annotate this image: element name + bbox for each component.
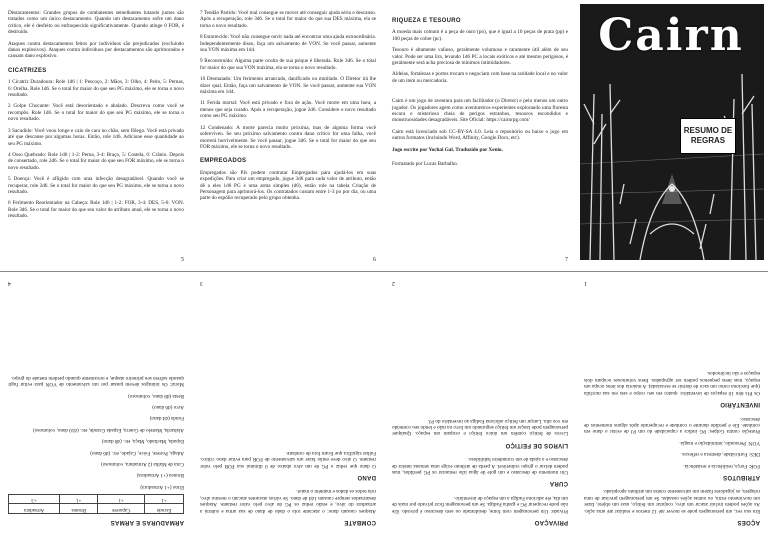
riqueza-heading: RIQUEZA E TESOURO [392,18,461,24]
bottom-column-4 [0,272,192,543]
armor-cell: +1 [98,494,145,503]
livros-heading: LIVROS DE FEITIÇO [505,441,568,448]
armaduras-heading: ARMADURAS E ARMAS [110,519,184,525]
top-column-1 [0,0,192,271]
weapon-item: Arco (d6 dano) [152,403,184,410]
acoes-text: Em sua vez, um personagem pode se mover até 12 metros e realizar até uma ação. As ações podem incluir atacar um alvo, conjurar um feitiço, usar um objeto, fazer um movimento extra, ou outras ações ousadas. Se um personagem precisar de uma rolagem, os jogadores fazem um salvamento contra um atributo apropriado. [584,488,760,514]
scar-item: 7 Tendão Partido: Você mal consegue se mover até conseguir ajuda séria e descanso. Após a recuperação, role 3d6. Se o total for maior do que sua DES máxima, ela se torna o novo resultado. [200,10,376,29]
armor-cell: Brunea [60,504,98,513]
scar-item: 10 Desmaiado: Um ferimento arrancado, danificado ou mutilado. O Diretor irá lhe dizer qual. Então, faça um salvamento de VON. Se você passar, aumente sua VON máxima em 1d4. [200,76,376,96]
scar-item: 12 Condenado: A morte parecia muito próxima, mas de alguma forma você sobreviveu. Se seu próximo salvamento contra dano crítico for uma falha, você morrerá horrivelmente. Se você passar, jogue 3d6. Se o total for maior do que seu FOR máximo, ele se torna o novo resultado. [200,124,376,150]
summary-badge [680,118,736,154]
scar-item: 3 Sacudido: Você voou longe e caiu de cara no chão, sem fôlego. Você está privado até que descanse por algumas horas. Então, role 1d6. Adicione esse quantidade ao seu PG máximo. [8,127,184,147]
attr-item: DES: Furtividade, destreza e reflexos. [681,451,760,458]
weapon-item: Cota de Malha (2 Armadura, volumoso) [101,460,184,467]
about-text: Cairn é um jogo de aventura para um facilitador (o Diretor) e pelo menos um outro jogador. Os jogadores agem como aventureiros experientes explorando uma floresta escura e misteriosa cheia de perigos estranhos, tesouros escondidos e monstruosidades desagradáveis. Site Oficial: https://cairnrpg.com/ [392,98,568,124]
destacamentos-text: Destacamentos: Grandes grupos de combatentes semelhantes lutando juntos são tratados como um único destacamento. Quando um destacamento sofre um dano crítico, ele é desfeito ou enfraquecido significativamente. Quando atinge 0 FOR, é destruído. [8,10,184,36]
weapon-item: Elmo (+1 Armadura) [140,483,184,490]
armor-cell: +3 [9,494,60,503]
weapon-item: Brunea (+1 Armadura) [136,472,184,479]
protection-text: Proteção contra Golpes: PG indica a capacidade do um PJ de evitar o dano em combate. Ele é perdido durante o combate e recuperado após alguns momentos de descanso. [584,415,760,435]
acoes-heading: AÇÕES [737,519,760,525]
attr-item: VON: Persuasão, intimidação e magia. [679,439,760,446]
page-number: 1 [584,280,587,287]
cura-text: Um momento de descanso e um gole de água irão restaurar os PG perdidos, mas podem deixar o grupo vulnerável. A perda de atributo exige uma semana inteira de descanso e a ajuda de um curandeiro habilidoso. [392,456,568,475]
riqueza-text: Tesouro é altamente valioso, geralmente volumoso e raramente útil além de seu valor. Pode ser uma lira, levando 1d6 PC a locais exóticos e até mesmo perigosos, é geralmente será acha preciosa de mínimos intimidadores. [392,47,568,67]
bottom-column-3 [192,272,384,543]
cura-heading: CURA [549,480,568,487]
scar-item: 9 Reconstruído: Alguma parte oculta de sua psique é liberada. Role 3d6. Se o total for maior do que sua VON máxima, ela se torna o novo resultado. [200,58,376,71]
page-number: 2 [392,280,395,287]
privacao-heading: PRIVAÇÃO [534,519,568,525]
riqueza-text: A moeda mais comum é a peça de ouro (po), que é igual a 10 peças de prata (pp) e 100 peças de cobre (pc). [392,29,568,42]
scar-item: 11 Ferida mortal: Você está privado e fora de ação. Você morre em uma hora, a menos que seja curado. Após a recuperação, jogue 2d6. Considere o novo resultado como seu PG máximo. [200,100,376,120]
attr-item: FOR: Força, resiliência e resistência. [683,462,760,469]
armor-table [8,494,184,514]
armor-cell: Escudo [145,504,184,513]
dano-heading: DANO [357,473,376,480]
scar-item: 6 Ferimento Reorientador na Cabeça: Role 1d6 | 1-2: FOR, 3-4: DES, 5-6: VON. Role 3d6. Se o total for maior do que seu valor de atributo atual, ele se torna o novo resultado. [8,200,184,220]
destacamentos-text-2: Ataques contra destacamentos feitos por indivíduos são prejudicados (excluindo danos explosivos). Ataques contra indivíduos por destacamentos são aprimorados e causam dano explosivo. [8,40,184,60]
license-text: Cairn está licenciado sob CC-BY-SA 4.0. Leia o repositório ou baixe o jogo em outros formatos (incluindo Word, Affinity, Google Docs, etc). [392,128,568,142]
weapon-item: Funda (d4 dano) [149,415,184,422]
top-column-2 [192,0,384,271]
scar-item: 8 Estarrecido: Você não consegue ouvir nada até encontrar uma ajuda extraordinária. Independentemente disso, faça um salvamento de VON. Se você passar, aumente sua VON máxima em 1d4. [200,34,376,54]
armor-cell: +1 [145,494,184,503]
combate-heading: COMBATE [344,519,376,525]
privacao-text: Privado: Um personagem com fome, desidratado ou sem descanso é privado. Ele não pode recuperar PG e ganha Fadiga. Se um personagem ficar privado por mais de um dia, ele adiciona Fadiga a um espaço de inventário. [392,494,568,514]
top-half [0,0,768,271]
page-number: 6 [373,256,376,263]
page-number: 5 [181,256,184,263]
atributos-heading: ATRIBUTOS [722,473,760,480]
page-number: 7 [565,256,568,263]
top-column-3 [384,0,576,271]
scar-item: 1 Cicatriz Duradoura: Role 1d6 | 1: Pescoço, 2: Mãos, 3: Olho, 4: Peito, 5: Pernas, 6: Orelha. Role 1d6. Se o total for maior do que seu PG máximo, ele se torna o novo resultado. [8,79,184,99]
page-number: 4 [8,280,11,287]
inventario-heading: INVENTÁRIO [719,401,760,408]
bottom-column-2 [384,272,576,543]
riqueza-text: Aldeias, fortalezas e portos trocam e negociam com base na raridade local e no valor de um item ou mercadoria. [392,71,568,84]
scar-item: 4 Osso Quebrado: Role 1d6 | 1-2: Perna, 3-4: Braço, 5: Costela, 6: Crânio. Depois de consertado, role 2d6. Se o total for maior do que seu FOR máximo, ele se torna o novo resultado. [8,151,184,171]
scar-item: 5 Doença: Você é afligido com uma infecção desagradável. Quando você se recuperar, role 2d6. Se o total for maior do que seu PG máximo, ele se torna o novo resultado. [8,176,184,195]
cover-title-text: Cairn [598,10,744,61]
bottom-half [0,272,768,543]
dano-text: O dano que reduz o PG de um alvo abaixo de 0 diminui sua FOR pelo valor restante. O alvo deve então fazer um salvamento de FOR para evitar dano crítico. Falhar significa que ficam fora de combate. [200,449,376,469]
morale-text: Moral: Os inimigos devem passar por um salvamento de VON para evitar fugir quando sofrem seu primeiro ataque, e novamente quando perdem metade do grupo. [8,374,184,388]
weapon-item: Adaga, Porrete, Foice, Cajado, etc. (d6 dano) [90,449,184,456]
weapon-item: Besta (d8 dano, volumoso) [128,392,184,399]
format-credits: Formatado por Lucas Barbalho. [392,161,458,168]
weapon-item: Alabarda, Martelo de Guerra, Espada Grande, etc. (d10 dano, volumoso) [33,426,184,433]
scar-item: 2 Golpe Chocante: Você está desorientado e abalado. Descreva como você se recompôs. Role 1d6. Se o total for maior do que seu PG máximo, ele se torna o novo resultado. [8,103,184,123]
badge-line-1: RESUMO DE [683,126,733,135]
credits-text: Jogo escrito por Yochai Gal. Traduzido por Xenio. [392,146,503,153]
empregados-heading: EMPREGADOS [200,158,247,165]
armor-cell: Armadura [9,504,60,513]
combate-text: Ataques causam dano: o atacante rola o dado de dano de sua arma e subtrai a armadura do alvo, e então reduz os PG do alvo pelo valor restante. Ataques desarmados sempre causam 1d4 de dano. Se vários atacantes atacam o mesmo alvo, rola todos os dados e mantém o maior. [200,488,376,514]
badge-line-2: REGRAS [690,136,726,145]
page-number: 3 [200,280,203,287]
cicatrizes-heading: CICATRIZES [8,67,47,74]
armor-cell: +1 [60,494,98,503]
livros-text: Livros de feitiço contêm um único feitiço e ocupam um espaço. Qualquer personagem pode lançar um feitiço segurando um livro na mão e lendo seu conteúdo em voz alta. Lançar um feitiço adiciona Fadiga ao inventário do PJ. [392,417,568,437]
weapon-item: Espada, Machado, Maça, etc. (d8 dano) [101,438,184,445]
empregados-text: Empregados são PJs podem contratar Empregados para ajudá-los em suas expedições. Para criar um empregado, jogue 3d6 para cada valor de atributo, então dê a eles 1d6 PG e uma arma simples (d6), então role na tabela Criação de Personagem para aprimorá-los. Os contratados custam entre 1-3 po por dia, ou uma parte do espólio recuperado pelo grupo obtenha. [200,169,376,202]
armor-cell: Capacete [98,504,145,513]
bottom-column-1 [576,272,768,543]
inventario-text: Os PJs têm 10 espaços de inventário: quatro em seu corpo e seis em sua mochila (que funciona como um saco de dormir se esvaziada). A maioria dos itens ocupa um espaço, mas itens pequenos podem ser agrupados. Itens volumosos ocupam dois espaços e são incômodos. [584,370,760,396]
cover-title [596,10,746,61]
